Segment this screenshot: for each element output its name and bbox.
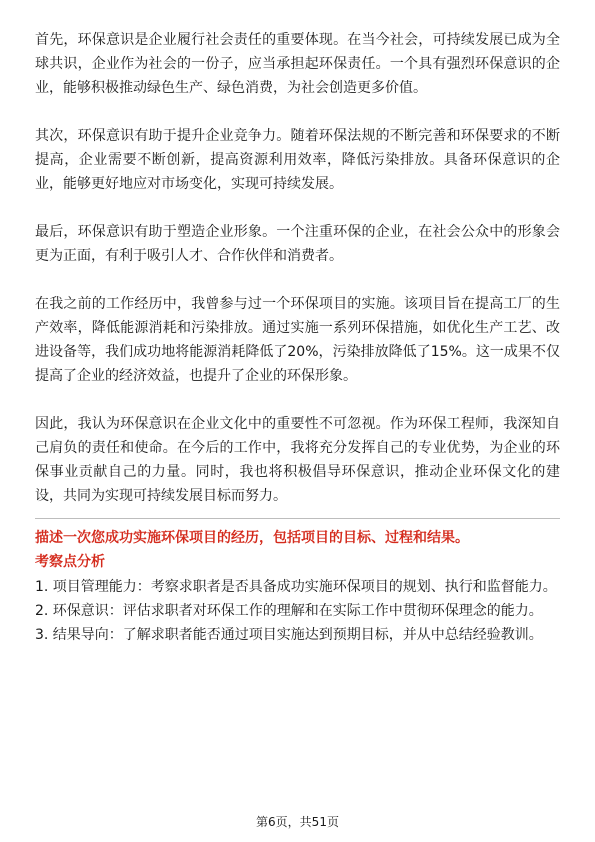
list-item: 3. 结果导向：了解求职者能否通过项目实施达到预期目标，并从中总结经验教训。 bbox=[35, 627, 543, 643]
interview-question: 描述一次您成功实施环保项目的经历，包括项目的目标、过程和结果。 bbox=[35, 530, 469, 546]
list-item: 1. 项目管理能力：考察求职者是否具备成功实施环保项目的规划、执行和监督能力。 bbox=[35, 579, 557, 595]
analysis-list bbox=[35, 575, 560, 647]
body-paragraph: 首先，环保意识是企业履行社会责任的重要体现。在当今社会，可持续发展已成为全球共识，企业作为社会的一份子，应当承担起环保责任。一个具有强烈环保意识的企业，能够积极推动绿色生产、绿色消费，为社会创造更多价值。 bbox=[35, 32, 560, 96]
body-paragraph: 其次，环保意识有助于提升企业竞争力。随着环保法规的不断完善和环保要求的不断提高，企业需要不断创新，提高资源利用效率，降低污染排放。具备环保意识的企业，能够更好地应对市场变化，实现可持续发展。 bbox=[35, 128, 560, 192]
body-paragraph: 在我之前的工作经历中，我曾参与过一个环保项目的实施。该项目旨在提高工厂的生产效率，降低能源消耗和污染排放。通过实施一系列环保措施，如优化生产工艺、改进设备等，我们成功地将能源消耗降低了20%，污染排放降低了15%。这一成果不仅提高了企业的经济效益，也提升了企业的环保形象。 bbox=[35, 296, 560, 384]
body-paragraph: 因此，我认为环保意识在企业文化中的重要性不可忽视。作为环保工程师，我深知自己肩负的责任和使命。在今后的工作中，我将充分发挥自己的专业优势，为企业的环保事业贡献自己的力量。同时，我也将积极倡导环保意识，推动企业环保文化的建设，共同为实现可持续发展目标而努力。 bbox=[35, 416, 560, 504]
body-paragraph: 最后，环保意识有助于塑造企业形象。一个注重环保的企业，在社会公众中的形象会更为正面，有利于吸引人才、合作伙伴和消费者。 bbox=[35, 224, 560, 264]
section-divider bbox=[35, 518, 560, 519]
analysis-heading: 考察点分析 bbox=[35, 554, 105, 570]
document-page bbox=[35, 28, 560, 647]
page-footer: 第6页，共51页 bbox=[256, 815, 339, 829]
list-item: 2. 环保意识：评估求职者对环保工作的理解和在实际工作中贯彻环保理念的能力。 bbox=[35, 603, 543, 619]
